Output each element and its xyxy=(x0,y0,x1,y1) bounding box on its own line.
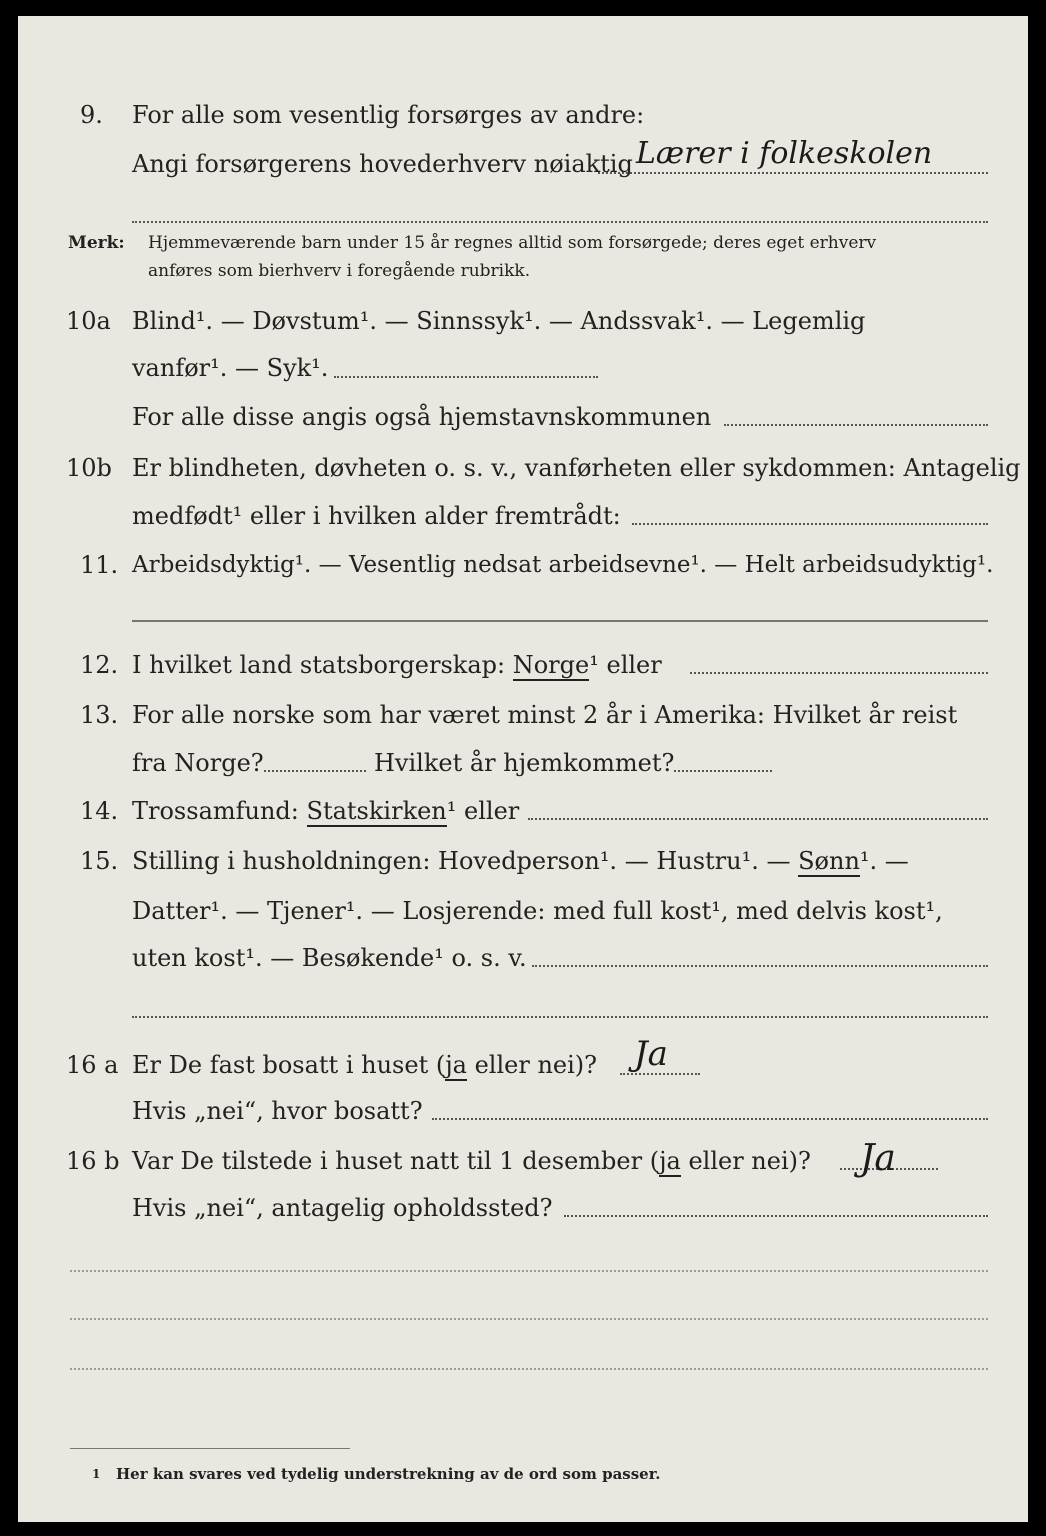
q12-number: 12. xyxy=(80,651,119,679)
q10b-answer-line xyxy=(632,523,988,525)
q9-line1: For alle som vesentlig forsørges av andre: xyxy=(132,101,645,129)
q16b-line1c: eller nei)? xyxy=(680,1147,811,1175)
q12-suffix: ¹ eller xyxy=(589,651,662,679)
q10a-hjemstavn-line xyxy=(724,424,988,426)
q10a-number: 10a xyxy=(66,307,111,335)
q9-answer-line xyxy=(598,172,988,174)
q14-number: 14. xyxy=(80,797,119,825)
q16b-option-ja: ja xyxy=(659,1147,681,1175)
q14-prefix: Trossamfund: xyxy=(132,797,307,825)
q16b-line1 xyxy=(132,1146,811,1176)
q16b-opholdssted-line xyxy=(564,1215,988,1217)
q15-number: 15. xyxy=(80,847,119,875)
merk-line2: anføres som bierhverv i foregående rubrikk. xyxy=(148,261,531,281)
q16a-line2: Hvis „nei“, hvor bosatt? xyxy=(132,1097,423,1125)
q15-answer-line xyxy=(532,965,988,967)
q16a-line1 xyxy=(132,1050,597,1080)
q16a-bosatt-line xyxy=(432,1118,988,1120)
footnote-separator xyxy=(70,1448,350,1449)
q13-line1: For alle norske som har været minst 2 år i Amerika: Hvilket år reist xyxy=(132,701,958,729)
q15-option-sonn: Sønn xyxy=(798,847,860,875)
q16a-number: 16 a xyxy=(66,1051,119,1079)
q16a-line1c: eller nei)? xyxy=(466,1051,598,1079)
q14-suffix: ¹ eller xyxy=(446,797,520,825)
q15-extra-line xyxy=(132,1016,988,1018)
q10a-line2: vanfør¹. — Syk¹. xyxy=(132,354,329,382)
q16a-line1a: Er De fast bosatt i huset ( xyxy=(132,1051,446,1079)
blank-line-3 xyxy=(70,1368,988,1370)
q16a-handwritten-answer: Ja xyxy=(634,1034,668,1074)
q15-line1a: Stilling i husholdningen: Hovedperson¹. — Hustru¹. — xyxy=(132,847,799,875)
q10b-line1: Er blindheten, døvheten o. s. v., vanførheten eller sykdommen: Antagelig xyxy=(132,454,1021,482)
q10a-line1: Blind¹. — Døvstum¹. — Sinnssyk¹. — Andssvak¹. — Legemlig xyxy=(132,307,866,335)
merk-line1: Hjemmeværende barn under 15 år regnes alltid som forsørgede; deres eget erhverv xyxy=(148,233,877,253)
q9-line2: Angi forsørgerens hovederhverv nøiaktig xyxy=(132,150,633,178)
q12-prefix: I hvilket land statsborgerskap: xyxy=(132,651,513,679)
q13-reist-line xyxy=(264,770,366,772)
q11-separator xyxy=(132,620,988,622)
q14-line xyxy=(132,796,519,826)
q11-line1: Arbeidsdyktig¹. — Vesentlig nedsat arbeidsevne¹. — Helt arbeidsudyktig¹. xyxy=(132,552,994,578)
q9-handwritten-answer: Lærer i folkeskolen xyxy=(636,136,933,171)
q15-line1c: ¹. — xyxy=(859,847,909,875)
q10a-syk-line xyxy=(334,376,598,378)
q13-number: 13. xyxy=(80,701,119,729)
q10b-number: 10b xyxy=(66,454,112,482)
q14-option-statskirken: Statskirken xyxy=(306,797,447,825)
q16a-option-ja: ja xyxy=(445,1051,467,1079)
q15-line2: Datter¹. — Tjener¹. — Losjerende: med full kost¹, med delvis kost¹, xyxy=(132,897,943,925)
q16b-number: 16 b xyxy=(66,1147,120,1175)
q10b-line2: medfødt¹ eller i hvilken alder fremtrådt: xyxy=(132,502,621,530)
blank-line-1 xyxy=(70,1270,988,1272)
footnote-text: Her kan svares ved tydelig understrekning av de ord som passer. xyxy=(116,1465,661,1483)
q13-hjemkommet-line xyxy=(674,770,772,772)
merk-label: Merk: xyxy=(68,233,125,253)
q12-answer-line xyxy=(690,672,988,674)
q10a-line3: For alle disse angis også hjemstavnskommunen xyxy=(132,403,712,431)
blank-line-2 xyxy=(70,1318,988,1320)
q14-answer-line xyxy=(528,818,988,820)
q12-line xyxy=(132,650,662,680)
q16b-handwritten-answer: Ja xyxy=(860,1138,896,1179)
q15-line1 xyxy=(132,846,909,876)
q16b-line1a: Var De tilstede i huset natt til 1 desember ( xyxy=(132,1147,660,1175)
q13-line2a: fra Norge? xyxy=(132,749,264,777)
q9-extra-line xyxy=(132,221,988,223)
footnote-mark: 1 xyxy=(92,1467,101,1481)
census-form-page xyxy=(18,16,1028,1522)
q12-option-norge: Norge xyxy=(512,651,590,679)
q16b-line2: Hvis „nei“, antagelig opholdssted? xyxy=(132,1194,553,1222)
q9-number: 9. xyxy=(80,101,103,129)
q15-line3: uten kost¹. — Besøkende¹ o. s. v. xyxy=(132,944,527,972)
q11-number: 11. xyxy=(80,551,119,579)
q13-line2b: Hvilket år hjemkommet? xyxy=(374,749,675,777)
